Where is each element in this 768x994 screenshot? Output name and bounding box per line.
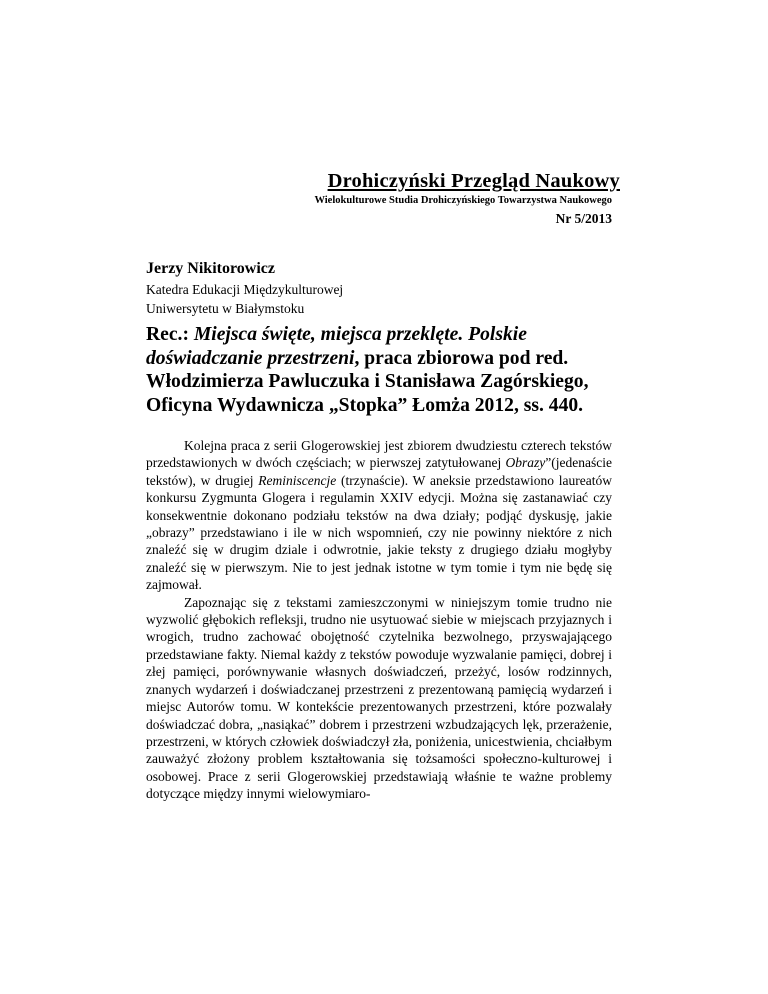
author-affiliation-university: Uniwersytetu w Białymstoku xyxy=(146,301,305,316)
author-name: Jerzy Nikitorowicz xyxy=(146,260,275,277)
review-title xyxy=(146,323,620,417)
journal-subtitle: Wielokulturowe Studia Drohiczyńskiego Towarzystwa Naukowego xyxy=(314,195,612,206)
review-prefix: Rec.: xyxy=(146,324,194,345)
journal-issue-number: Nr 5/2013 xyxy=(555,211,612,226)
paragraph-1 xyxy=(146,437,612,594)
section-name-obrazy: Obrazy xyxy=(505,455,546,471)
paragraph-1-text-c: (trzynaście). W aneksie przedstawiono laureatów konkursu Zygmunta Glogera i regulamin XXIV edycji. Można się zastanawiać czy konsekwentnie dokonano podziału tekstów na dwa działy; podjąć dyskusję, jakie „obrazy” przedstawiano i ile w nich wspomnień, czy nie powinny niektóre z nich znaleźć się w drugim dziale i odwrotnie, jakie teksty z drugiego działu mogłyby znaleźć się w pierwszym. Nie to jest jednak istotne w tym tomie i tym nie będę się zajmował. xyxy=(146,472,612,593)
section-name-reminiscencje: Reminiscencje xyxy=(258,472,337,488)
paragraph-2: Zapoznając się z tekstami zamieszczonymi w niniejszym tomie trudno nie wyzwolić głębokich refleksji, trudno nie usytuować siebie w miejscach przyjaznych i wrogich, trudno zachować obojętność czytelnika bezwolnego, przyswajającego przedstawiane fakty. Niemal każdy z tekstów powoduje wyzwalanie pamięci, dobrej i złej pamięci, porównywanie własnych doświadczeń, przeżyć, losów rodzinnych, znanych wydarzeń i doświadczanej przestrzeni z prezentowaną pamięcią wydarzeń i miejsc Autorów tomu. W kontekście prezentowanych przestrzeni, które pozwalały doświadczać dobra, „nasiąkać” dobrem i przestrzeni wzbudzających lęk, przerażenie, przestrzeni, w których człowiek doświadczył zła, poniżenia, unicestwienia, chciałbym zauważyć złożony problem kształtowania się tożsamości społeczno-kulturowej i osobowej. Prace z serii Glogerowskiej przedstawiają właśnie te ważne problemy dotyczące między innymi wielowymiaro- xyxy=(146,594,612,802)
review-publication-details: , praca zbiorowa pod red. Włodzimierza Pawluczuka i Stanisława Zagórskiego, Oficyna Wydawnicza „Stopka” Łomża 2012, ss. 440. xyxy=(146,347,589,416)
paragraph-1-text-b: ”(jedenaście tekstów), w drugiej xyxy=(146,455,612,488)
reviewed-book-title: Miejsca święte, miejsca przeklęte. Polskie doświadczanie przestrzeni xyxy=(146,324,527,369)
author-block xyxy=(146,258,616,318)
author-affiliation-department: Katedra Edukacji Międzykulturowej xyxy=(146,282,344,297)
journal-title: Drohiczyński Przegląd Naukowy xyxy=(327,170,620,192)
review-body xyxy=(146,437,612,803)
paragraph-1-text-a: Kolejna praca z serii Glogerowskiej jest zbiorem dwudziestu czterech tekstów przedstawionych w dwóch częściach; w pierwszej zatytułowanej xyxy=(146,438,612,471)
